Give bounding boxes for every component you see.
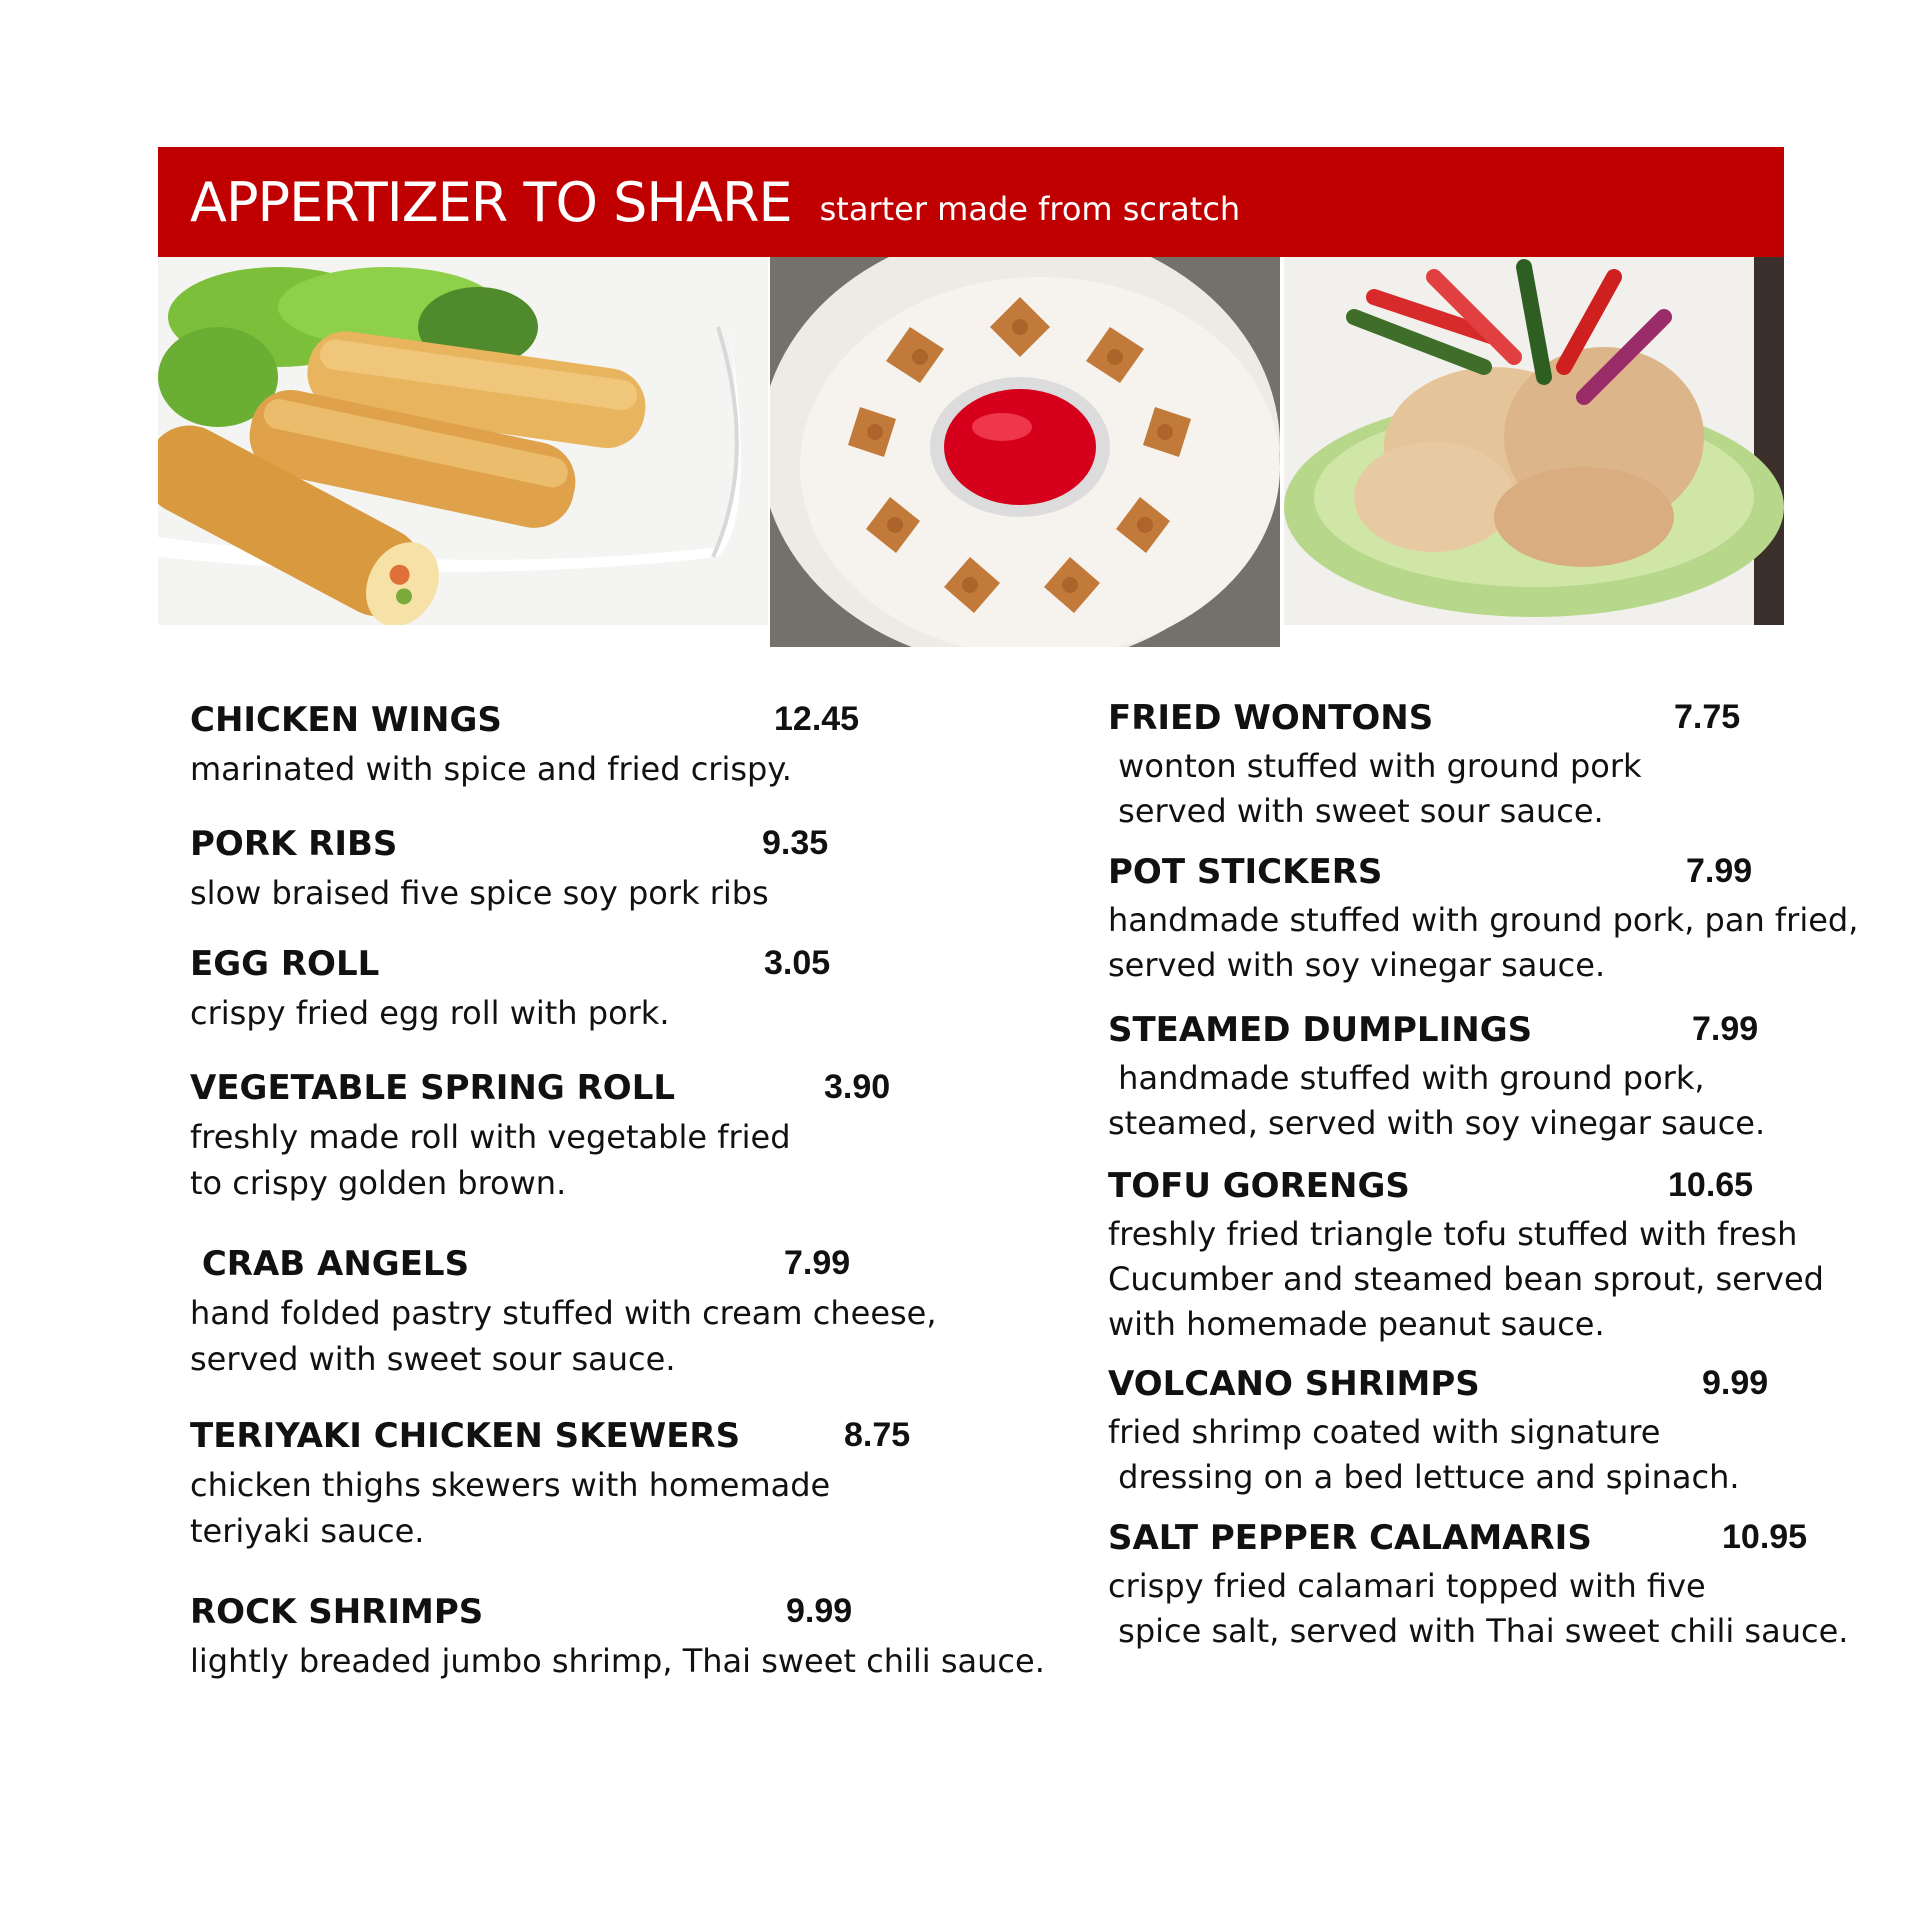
- photo-strip: [150, 257, 1784, 647]
- item-name: EGG ROLL: [190, 944, 380, 984]
- item-price: 9.35: [762, 824, 829, 862]
- menu-item: [190, 1592, 1090, 1684]
- item-name: POT STICKERS: [1108, 852, 1383, 892]
- item-description: crispy fried calamari topped with five spice salt, served with Thai sweet chili sauce.: [1108, 1567, 1849, 1650]
- item-description: hand folded pastry stuffed with cream cheese, served with sweet sour sauce.: [190, 1294, 937, 1378]
- item-price: 12.45: [774, 700, 860, 738]
- menu-item: [190, 1244, 1090, 1382]
- item-price: 7.99: [1692, 1010, 1759, 1048]
- item-price: 7.99: [784, 1244, 851, 1282]
- item-price: 7.99: [1686, 852, 1753, 890]
- menu-item: [190, 1068, 1090, 1206]
- menu-item: [1108, 1518, 1908, 1654]
- item-description: handmade stuffed with ground pork, pan fried, served with soy vinegar sauce.: [1108, 901, 1859, 984]
- item-name: CRAB ANGELS: [190, 1244, 470, 1284]
- section-title: APPERTIZER TO SHARE: [190, 170, 792, 234]
- item-name: TERIYAKI CHICKEN SKEWERS: [190, 1416, 741, 1456]
- item-price: 10.65: [1668, 1166, 1754, 1204]
- item-description: marinated with spice and fried crispy.: [190, 750, 792, 788]
- item-name: CHICKEN WINGS: [190, 700, 502, 740]
- menu-item: [1108, 1166, 1908, 1347]
- menu-item: [1108, 852, 1908, 988]
- item-price: 9.99: [786, 1592, 853, 1630]
- item-description: lightly breaded jumbo shrimp, Thai sweet chili sauce.: [190, 1642, 1045, 1680]
- item-name: VOLCANO SHRIMPS: [1108, 1364, 1480, 1404]
- item-description: freshly fried triangle tofu stuffed with fresh Cucumber and steamed bean sprout, served with homemade peanut sauce.: [1108, 1215, 1824, 1343]
- egg-roll-photo: [158, 257, 768, 625]
- item-description: slow braised five spice soy pork ribs: [190, 874, 769, 912]
- item-price: 9.99: [1702, 1364, 1769, 1402]
- item-name: ROCK SHRIMPS: [190, 1592, 484, 1632]
- item-description: chicken thighs skewers with homemade teriyaki sauce.: [190, 1466, 831, 1550]
- item-description: handmade stuffed with ground pork, steamed, served with soy vinegar sauce.: [1108, 1059, 1766, 1142]
- menu-item: [190, 700, 1090, 792]
- item-name: FRIED WONTONS: [1108, 698, 1434, 738]
- menu-item: [1108, 1364, 1908, 1500]
- item-price: 8.75: [844, 1416, 911, 1454]
- menu-item: [1108, 1010, 1908, 1146]
- item-description: fried shrimp coated with signature dressing on a bed lettuce and spinach.: [1108, 1413, 1740, 1496]
- menu-item: [1108, 698, 1908, 834]
- item-price: 3.90: [824, 1068, 891, 1106]
- item-price: 3.05: [764, 944, 831, 982]
- item-description: wonton stuffed with ground pork served with sweet sour sauce.: [1118, 747, 1642, 830]
- item-name: PORK RIBS: [190, 824, 398, 864]
- menu-item: [190, 944, 1090, 1036]
- fried-wontons-photo: [770, 257, 1280, 647]
- section-subtitle: starter made from scratch: [819, 190, 1241, 228]
- item-description: freshly made roll with vegetable fried to crispy golden brown.: [190, 1118, 791, 1202]
- item-price: 10.95: [1722, 1518, 1808, 1556]
- item-name: SALT PEPPER CALAMARIS: [1108, 1518, 1592, 1558]
- item-price: 7.75: [1674, 698, 1741, 736]
- section-banner: [158, 147, 1784, 257]
- menu-item: [190, 824, 1090, 916]
- menu-item: [190, 1416, 1090, 1554]
- item-description: crispy fried egg roll with pork.: [190, 994, 670, 1032]
- volcano-shrimp-photo: [1284, 257, 1784, 625]
- item-name: STEAMED DUMPLINGS: [1108, 1010, 1533, 1050]
- item-name: TOFU GORENGS: [1108, 1166, 1410, 1206]
- item-name: VEGETABLE SPRING ROLL: [190, 1068, 676, 1108]
